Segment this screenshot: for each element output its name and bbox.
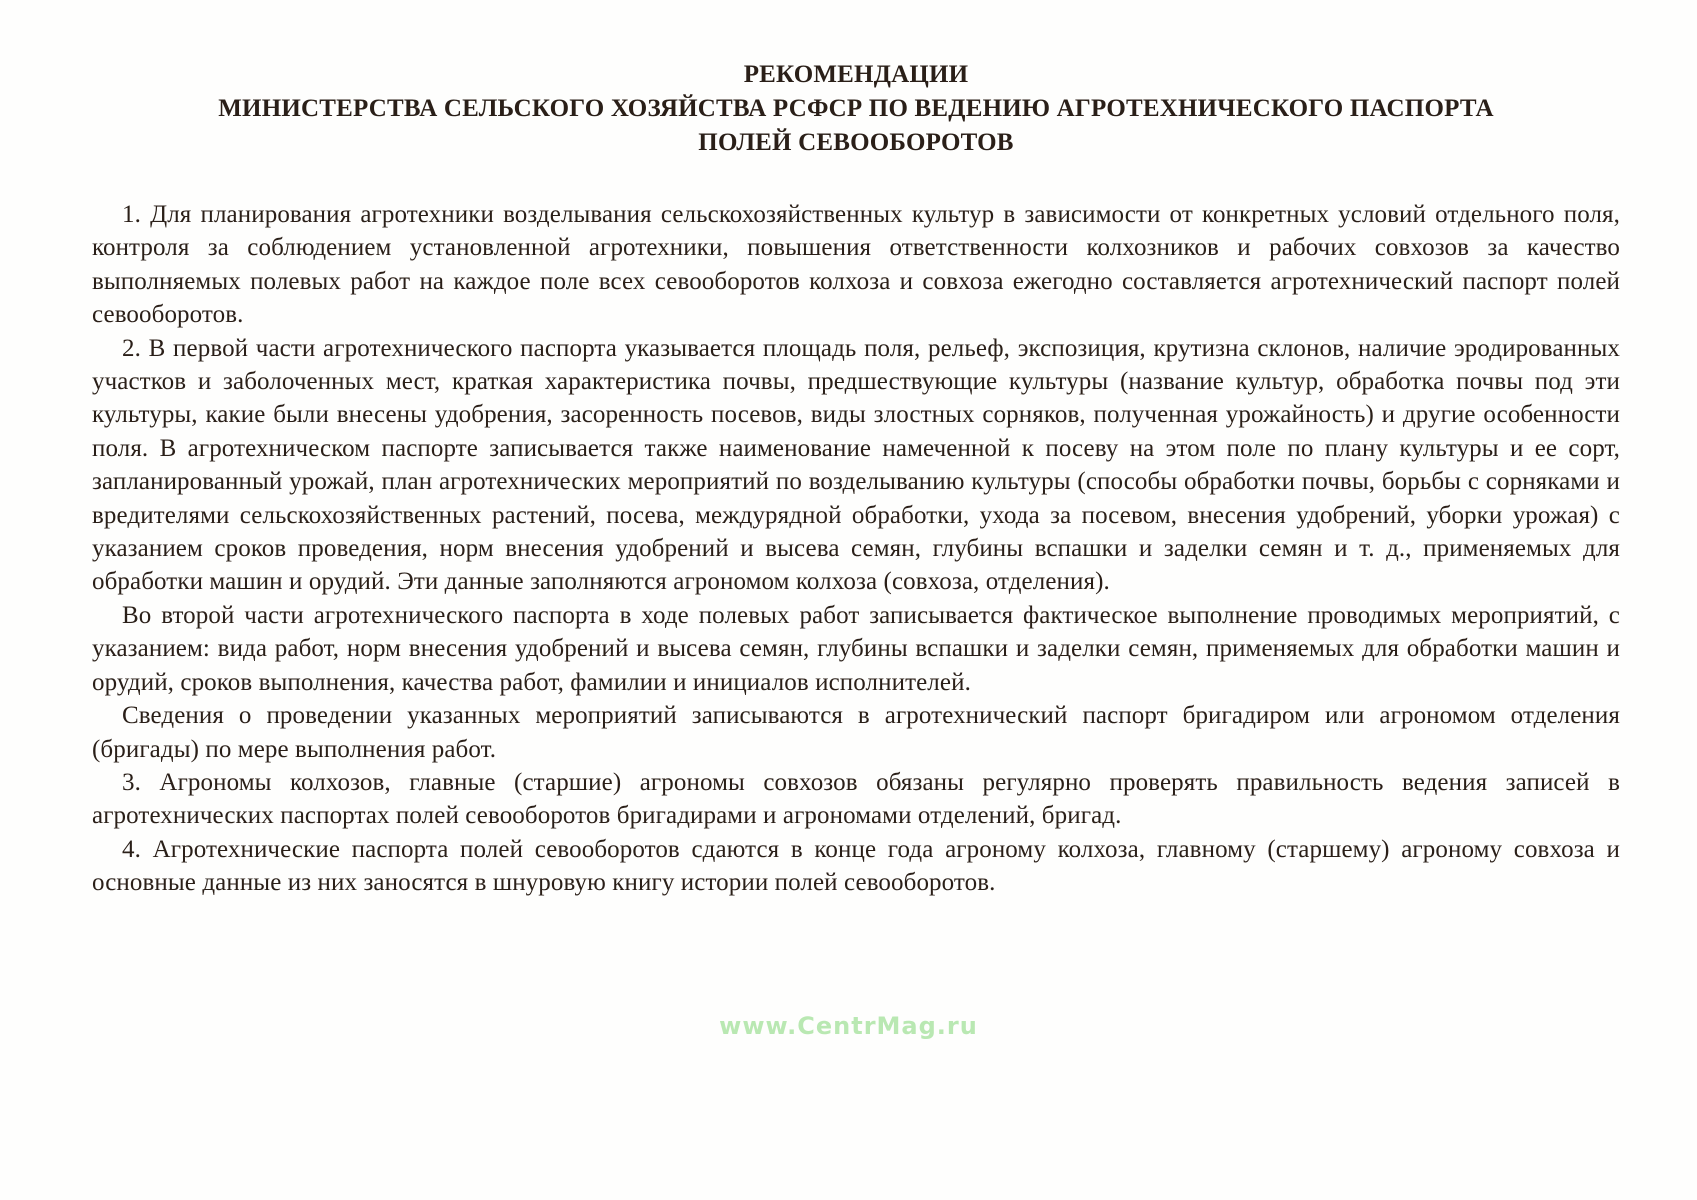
paragraph-6: 4. Агротехнические паспорта полей севооборотов сдаются в конце года агроному колхоза, главному (старшему) агроному совхоза и основные данные из них заносятся в шнуровую книгу истории полей севооборотов. bbox=[92, 835, 1620, 897]
paragraph-2: 2. В первой части агротехнического паспорта указывается площадь поля, рельеф, экспозиция, крутизна склонов, наличие эродированных участков и заболоченных мест, краткая характеристика почвы, предшествующие культуры (название культур, обработка почвы под эти культуры, какие были внесены удобрения, засоренность посевов, виды злостных сорняков, полученная урожайность) и другие особенности поля. В агротехническом паспорте записывается также наименование намеченной к посеву на этом поле по плану культуры и ее сорт, запланированный урожай, план агротехнических мероприятий по возделыванию культуры (способы обработки почвы, борьбы с сорняками и вредителями сельскохозяйственных растений, посева, междурядной обработки, ухода за посевом, внесения удобрений, уборки урожая) с указанием сроков проведения, норм внесения удобрений и высева семян, глубины вспашки и заделки семян и т. д., применяемых для обработки машин и орудий. Эти данные заполняются агрономом колхоза (совхоза, отделения). bbox=[92, 334, 1620, 596]
paragraph-3: Во второй части агротехнического паспорта в ходе полевых работ записывается фактическое выполнение проводимых мероприятий, с указанием: вида работ, норм внесения удобрений и высева семян, глубины вспашки и заделки семян, применяемых для обработки машин и орудий, сроков выполнения, качества работ, фамилии и инициалов исполнителей. bbox=[92, 601, 1620, 696]
title-line-1: РЕКОМЕНДАЦИИ bbox=[743, 61, 969, 88]
paragraph-4: Сведения о проведении указанных мероприятий записываются в агротехнический паспорт бригадиром или агрономом отделения (бригады) по мере выполнения работ. bbox=[92, 702, 1620, 763]
paragraph-1: 1. Для планирования агротехники возделывания сельскохозяйственных культур в зависимости от конкретных условий отдельного поля, контроля за соблюдением установленной агротехники, повышения ответственности колхозников и рабочих совхозов за качество выполняемых полевых работ на каждое поле всех севооборотов колхоза и совхоза ежегодно составляется агротехнический паспорт полей севооборотов. bbox=[92, 201, 1620, 329]
page-title bbox=[92, 58, 1620, 160]
document-content bbox=[92, 58, 1620, 900]
watermark: www.CentrMag.ru bbox=[719, 1012, 978, 1040]
paragraph-5: 3. Агрономы колхозов, главные (старшие) агрономы совхозов обязаны регулярно проверять правильность ведения записей в агротехнических паспортах полей севооборотов бригадирами и агрономами отделений, бригад. bbox=[92, 768, 1620, 830]
title-line-2: МИНИСТЕРСТВА СЕЛЬСКОГО ХОЗЯЙСТВА РСФСР ПО ВЕДЕНИЮ АГРОТЕХНИЧЕСКОГО ПАСПОРТА bbox=[218, 95, 1494, 122]
title-line-3: ПОЛЕЙ СЕВООБОРОТОВ bbox=[698, 129, 1014, 156]
document-body bbox=[92, 198, 1620, 900]
